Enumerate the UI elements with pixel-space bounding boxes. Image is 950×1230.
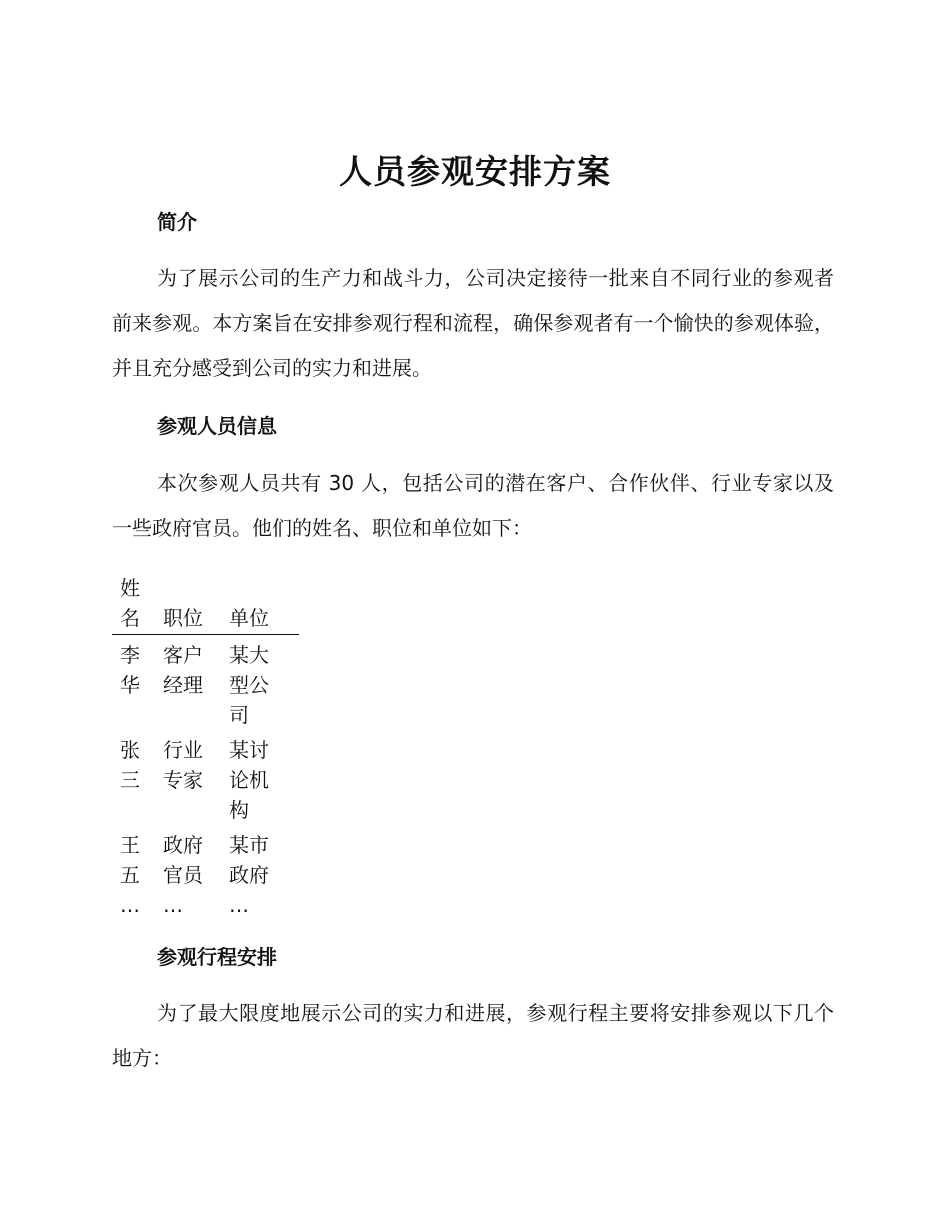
table-cell-position: 客户经理	[163, 643, 203, 697]
table-cell-position: 行业专家	[163, 738, 203, 792]
table-cell-position: …	[163, 893, 183, 917]
table-cell-position: 政府官员	[163, 833, 203, 887]
table-cell-unit: 某大型公司	[229, 643, 269, 727]
table-header-row	[112, 573, 299, 635]
section-heading-intro: 简介	[157, 210, 197, 234]
document-title: 人员参观安排方案	[339, 152, 611, 191]
table-cell-unit: 某市政府	[229, 833, 269, 887]
visitors-table	[112, 573, 299, 920]
visitors-paragraph: 本次参观人员共有 30 人，包括公司的潜在客户、合作伙伴、行业专家以及一些政府官员。他们的姓名、职位和单位如下：	[112, 471, 834, 540]
table-header-unit: 单位	[229, 573, 299, 635]
table-row	[112, 825, 299, 890]
table-cell-name: 王五	[120, 833, 140, 887]
table-row	[112, 890, 299, 920]
table-cell-unit: …	[229, 893, 249, 917]
section-heading-itinerary: 参观行程安排	[157, 945, 277, 969]
table-header-position: 职位	[163, 573, 229, 635]
section-heading-visitors: 参观人员信息	[157, 414, 277, 438]
table-cell-name: 张三	[120, 738, 140, 792]
intro-paragraph: 为了展示公司的生产力和战斗力，公司决定接待一批来自不同行业的参观者前来参观。本方案旨在安排参观行程和流程，确保参观者有一个愉快的参观体验，并且充分感受到公司的实力和进展。	[112, 266, 834, 380]
table-header-name: 姓名	[112, 573, 163, 635]
table-cell-name: 李华	[120, 643, 140, 697]
table-cell-unit: 某讨论机构	[229, 738, 269, 822]
itinerary-paragraph: 为了最大限度地展示公司的实力和进展，参观行程主要将安排参观以下几个地方：	[112, 1001, 834, 1070]
table-row	[112, 730, 299, 825]
table-cell-name: …	[120, 893, 140, 917]
table-row	[112, 635, 299, 731]
